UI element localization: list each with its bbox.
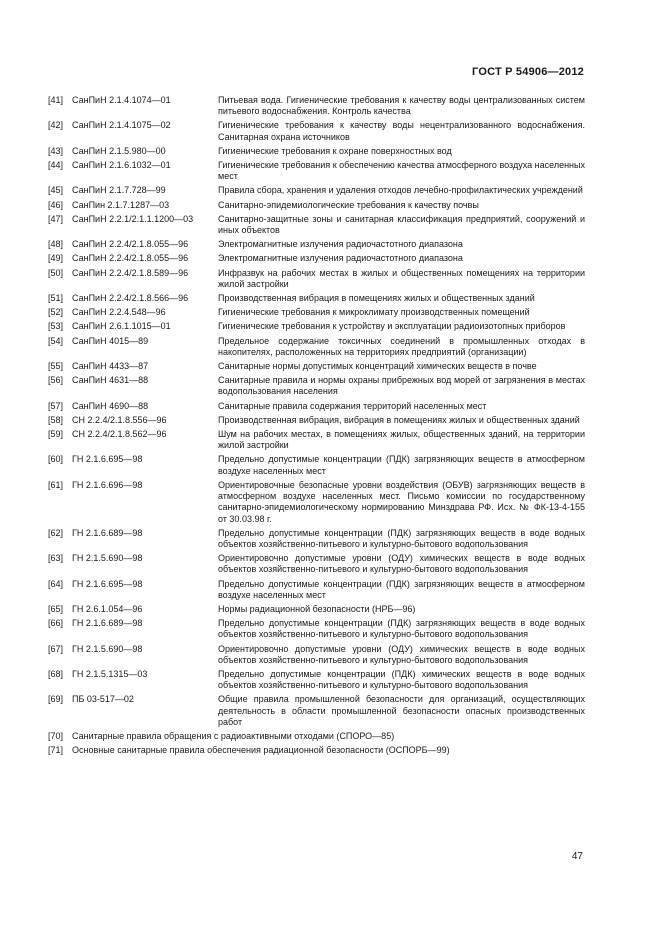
reference-code: СанПиН 2.2.4/2.1.8.055—96 — [72, 253, 189, 264]
reference-number: [47] — [48, 213, 64, 224]
reference-item — [48, 454, 585, 476]
reference-item — [48, 95, 585, 117]
reference-number: [67] — [48, 643, 64, 654]
reference-item — [48, 415, 585, 426]
reference-number: [61] — [48, 479, 64, 490]
reference-item — [48, 120, 585, 142]
reference-item — [48, 429, 585, 451]
reference-item-full — [48, 745, 585, 756]
reference-item — [48, 361, 585, 372]
reference-code: СанПиН 4433—87 — [72, 361, 149, 372]
reference-title: Ориентировочно допустимые уровни (ОДУ) химических веществ в воде водных объектов хозяйственно-питьевого и культурно-бытового водопользования — [218, 643, 585, 665]
reference-number: [56] — [48, 375, 64, 386]
reference-number: [71] — [48, 745, 64, 756]
reference-code: СанПиН 4690—88 — [72, 400, 149, 411]
reference-item — [48, 694, 585, 728]
reference-title: Санитарно-защитные зоны и санитарная классификация предприятий, сооружений и иных объектов — [218, 213, 585, 236]
reference-title: Ориентировочно допустимые уровни (ОДУ) химических веществ в воде водных объектов хозяйственно-питьевого и культурно-бытового водопользования — [218, 553, 585, 575]
reference-item — [48, 160, 585, 182]
reference-number: [59] — [48, 429, 64, 440]
reference-code: ГН 2.1.6.689—98 — [72, 618, 143, 629]
reference-title: Инфразвук на рабочих местах в жилых и общественных помещениях на территории жилой застройки — [218, 267, 585, 289]
reference-number: [53] — [48, 321, 64, 332]
reference-item — [48, 528, 585, 550]
reference-number: [66] — [48, 618, 64, 629]
reference-number: [63] — [48, 553, 64, 564]
reference-title: Гигиенические требования к обеспечению качества атмосферного воздуха населенных мест — [218, 160, 585, 182]
reference-code: СанПиН 2.1.6.1032—01 — [72, 160, 171, 171]
reference-title: Санитарно-эпидемиологические требования к качеству почвы — [218, 199, 479, 210]
reference-item — [48, 401, 585, 412]
reference-number: [50] — [48, 267, 64, 278]
reference-number: [64] — [48, 578, 64, 589]
reference-item — [48, 644, 585, 666]
reference-item — [48, 214, 585, 236]
reference-code: СанПиН 2.1.4.1075—02 — [72, 120, 171, 131]
reference-code: ГН 2.1.5.690—98 — [72, 553, 143, 564]
reference-title: Гигиенические требования к качеству воды нецентрализованного водоснабжения. Санитарная охрана источников — [218, 120, 585, 142]
reference-code: СанПиН 4015—89 — [72, 335, 149, 346]
reference-item — [48, 307, 585, 318]
reference-number: [58] — [48, 414, 64, 425]
reference-title: Гигиенические требования к устройству и эксплуатации радиоизотопных приборов — [218, 321, 566, 332]
reference-number: [60] — [48, 454, 64, 465]
reference-item — [48, 268, 585, 290]
reference-item — [48, 669, 585, 691]
reference-code: СанПиН 2.1.7.728—99 — [72, 185, 166, 196]
reference-text: Санитарные правила обращения с радиоактивными отходами (СПОРО—85) — [72, 730, 395, 741]
reference-title: Предельно допустимые концентрации (ПДК) загрязняющих веществ в воде водных объектов хозяйственно-питьевого и культурно-бытового водопользования — [218, 618, 585, 640]
reference-code: СанПиН 2.2.4/2.1.8.566—96 — [72, 293, 189, 304]
reference-number: [42] — [48, 120, 64, 131]
reference-number: [46] — [48, 199, 64, 210]
reference-item — [48, 146, 585, 157]
reference-code: СН 2.2.4/2.1.8.562—96 — [72, 429, 167, 440]
reference-list — [48, 95, 585, 759]
reference-code: ГН 2.1.5.1315—03 — [72, 668, 148, 679]
reference-code: СанПиН 2.1.4.1074—01 — [72, 95, 171, 105]
reference-code: СанПиН 2.2.4/2.1.8.589—96 — [72, 267, 189, 278]
reference-code: ГН 2.1.5.690—98 — [72, 643, 143, 654]
reference-item-full — [48, 731, 585, 742]
reference-number: [65] — [48, 603, 64, 614]
reference-code: ПБ 03-517—02 — [72, 694, 134, 705]
standard-header: ГОСТ Р 54906—2012 — [472, 66, 584, 78]
reference-code: СанПиН 4631—88 — [72, 375, 149, 386]
reference-title: Предельно допустимые концентрации (ПДК) загрязняющих веществ в атмосферном воздухе населенных мест — [218, 578, 585, 600]
reference-title: Предельно допустимые концентрации (ПДК) химических веществ в воде водных объектов хозяйственно-питьевого и культурно-бытового водопользования — [218, 668, 585, 691]
reference-code: СанПиН 2.2.4/2.1.8.055—96 — [72, 239, 189, 250]
reference-title: Санитарные нормы допустимых концентраций химических веществ в почве — [218, 361, 537, 372]
reference-code: СН 2.2.4/2.1.8.556—96 — [72, 414, 167, 425]
reference-code: ГН 2.1.6.695—98 — [72, 454, 143, 465]
reference-item — [48, 375, 585, 397]
reference-title: Правила сбора, хранения и удаления отходов лечебно-профилактических учреждений — [218, 185, 583, 196]
reference-code: ГН 2.1.6.696—98 — [72, 479, 143, 490]
reference-item — [48, 336, 585, 358]
reference-title: Санитарные правила содержания территорий населенных мест — [218, 400, 487, 411]
reference-title: Электромагнитные излучения радиочастотного диапазона — [218, 253, 463, 264]
reference-item — [48, 200, 585, 211]
reference-title: Предельно допустимые концентрации (ПДК) загрязняющих веществ в атмосферном воздухе населенных мест — [218, 454, 585, 476]
reference-number: [57] — [48, 400, 64, 411]
reference-item — [48, 293, 585, 304]
reference-item — [48, 553, 585, 575]
reference-title: Нормы радиационной безопасности (НРБ—96) — [218, 603, 416, 614]
reference-title: Предельно допустимые концентрации (ПДК) загрязняющих веществ в воде водных объектов хозяйственно-питьевого и культурно-бытового водопользования — [218, 527, 585, 549]
reference-number: [52] — [48, 307, 64, 318]
reference-title: Санитарные правила и нормы охраны прибрежных вод морей от загрязнения в местах водопользования населения — [218, 375, 585, 397]
reference-number: [44] — [48, 160, 64, 171]
reference-number: [51] — [48, 293, 64, 304]
reference-title: Ориентировочные безопасные уровни воздействия (ОБУВ) загрязняющих веществ в атмосферном воздухе населенных мест. Письмо комиссии по государственному санитарно-эпидемиологическому нормированию Минздрава РФ. Исх. № ФК-13-4-155 от 30.03.98 г. — [218, 479, 585, 524]
reference-title: Производственная вибрация, вибрация в помещениях жилых и общественных зданий — [218, 414, 580, 425]
reference-code: СанПиН 2.2.4.548—96 — [72, 307, 166, 318]
reference-number: [48] — [48, 239, 64, 250]
reference-code: СанПин 2.1.7.1287—03 — [72, 199, 170, 210]
reference-item — [48, 604, 585, 615]
reference-title: Электромагнитные излучения радиочастотного диапазона — [218, 239, 463, 250]
reference-code: ГН 2.1.6.695—98 — [72, 578, 143, 589]
reference-code: СанПиН 2.6.1.1015—01 — [72, 321, 171, 332]
reference-item — [48, 321, 585, 332]
reference-item — [48, 579, 585, 601]
reference-number: [43] — [48, 145, 64, 156]
reference-item — [48, 618, 585, 640]
reference-number: [49] — [48, 253, 64, 264]
reference-item — [48, 185, 585, 196]
reference-number: [62] — [48, 527, 64, 538]
reference-title: Общие правила промышленной безопасности для организаций, осуществляющих деятельность в области промышленной безопасности опасных производственных работ — [218, 694, 585, 727]
reference-number: [54] — [48, 335, 64, 346]
reference-title: Предельное содержание токсичных соединений в промышленных отходах в накопителях, расположенных на территориях предприятий (организации) — [218, 335, 585, 357]
reference-number: [68] — [48, 668, 64, 679]
reference-list-full — [48, 731, 585, 756]
reference-number: [69] — [48, 694, 64, 705]
reference-title: Производственная вибрация в помещениях жилых и общественных зданий — [218, 293, 535, 304]
page-number: 47 — [571, 851, 583, 862]
reference-list-main — [48, 95, 585, 728]
reference-code: ГН 2.6.1.054—96 — [72, 603, 143, 614]
reference-code: ГН 2.1.6.689—98 — [72, 527, 143, 538]
reference-code: СанПиН 2.2.1/2.1.1.1200—03 — [72, 213, 194, 224]
reference-item — [48, 480, 585, 525]
reference-title: Питьевая вода. Гигиенические требования к качеству воды централизованных систем питьевого водоснабжения. Контроль качества — [218, 95, 585, 117]
reference-number: [41] — [48, 95, 64, 105]
reference-text: Основные санитарные правила обеспечения радиационной безопасности (ОСПОРБ—99) — [72, 745, 450, 756]
reference-code: СанПиН 2.1.5.980—00 — [72, 145, 166, 156]
reference-number: [70] — [48, 730, 64, 741]
reference-number: [45] — [48, 185, 64, 196]
reference-title: Гигиенические требования к охране поверхностных вод — [218, 145, 452, 156]
reference-item — [48, 253, 585, 264]
reference-item — [48, 239, 585, 250]
reference-number: [55] — [48, 361, 64, 372]
reference-title: Шум на рабочих местах, в помещениях жилых, общественных зданий, на территории жилой застройки — [218, 429, 585, 451]
reference-title: Гигиенические требования к микроклимату производственных помещений — [218, 307, 530, 318]
